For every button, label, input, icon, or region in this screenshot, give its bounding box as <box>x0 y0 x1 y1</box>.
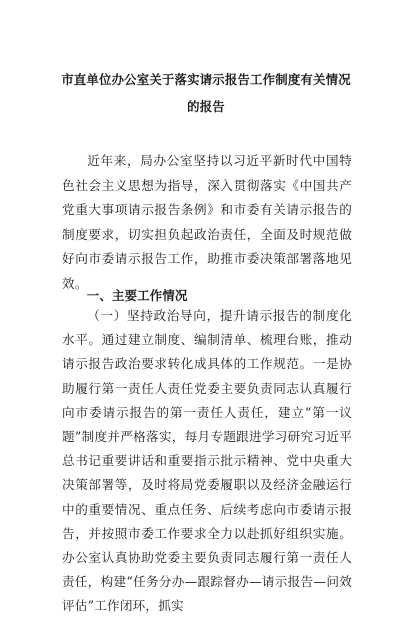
document-title: 市直单位办公室关于落实请示报告工作制度有关情况的报告 <box>61 72 351 114</box>
body-paragraph: （一）坚持政治导向，提升请示报告的制度化水平。通过建立制度、编制清单、梳理台账，推动请示报告政治要求转化成具体的工作规范。一是协助履行第一责任人责任党委主要负责同志认真履行向市委请示报告的第一责任人责任，建立“第一议题”制度并严格落实，每月专题跟进学习研究习近平总书记重要讲话和重要指示批示精神、党中央重大决策部署等，及时将局党委履职以及经济金融运行中的重要情况、重点任务、后续考虑向市委请示报告，并按照市委工作要求全力以赴抓好组织实施。办公室认真协助党委主要负责同志履行第一责任人责任，构建“任务分办—跟踪督办—请示报告—问效评估”工作闭环，抓实 <box>62 308 352 614</box>
section-heading: 一、主要工作情况 <box>86 288 188 303</box>
intro-paragraph: 近年来，局办公室坚持以习近平新时代中国特色社会主义思想为指导，深入贯彻落实《中国共产党重大事项请示报告条例》和市委有关请示报告的制度要求，切实担负起政治责任，全面及时规范做好向市委请示报告工作，助推市委决策部署落地见效。 <box>62 153 352 291</box>
